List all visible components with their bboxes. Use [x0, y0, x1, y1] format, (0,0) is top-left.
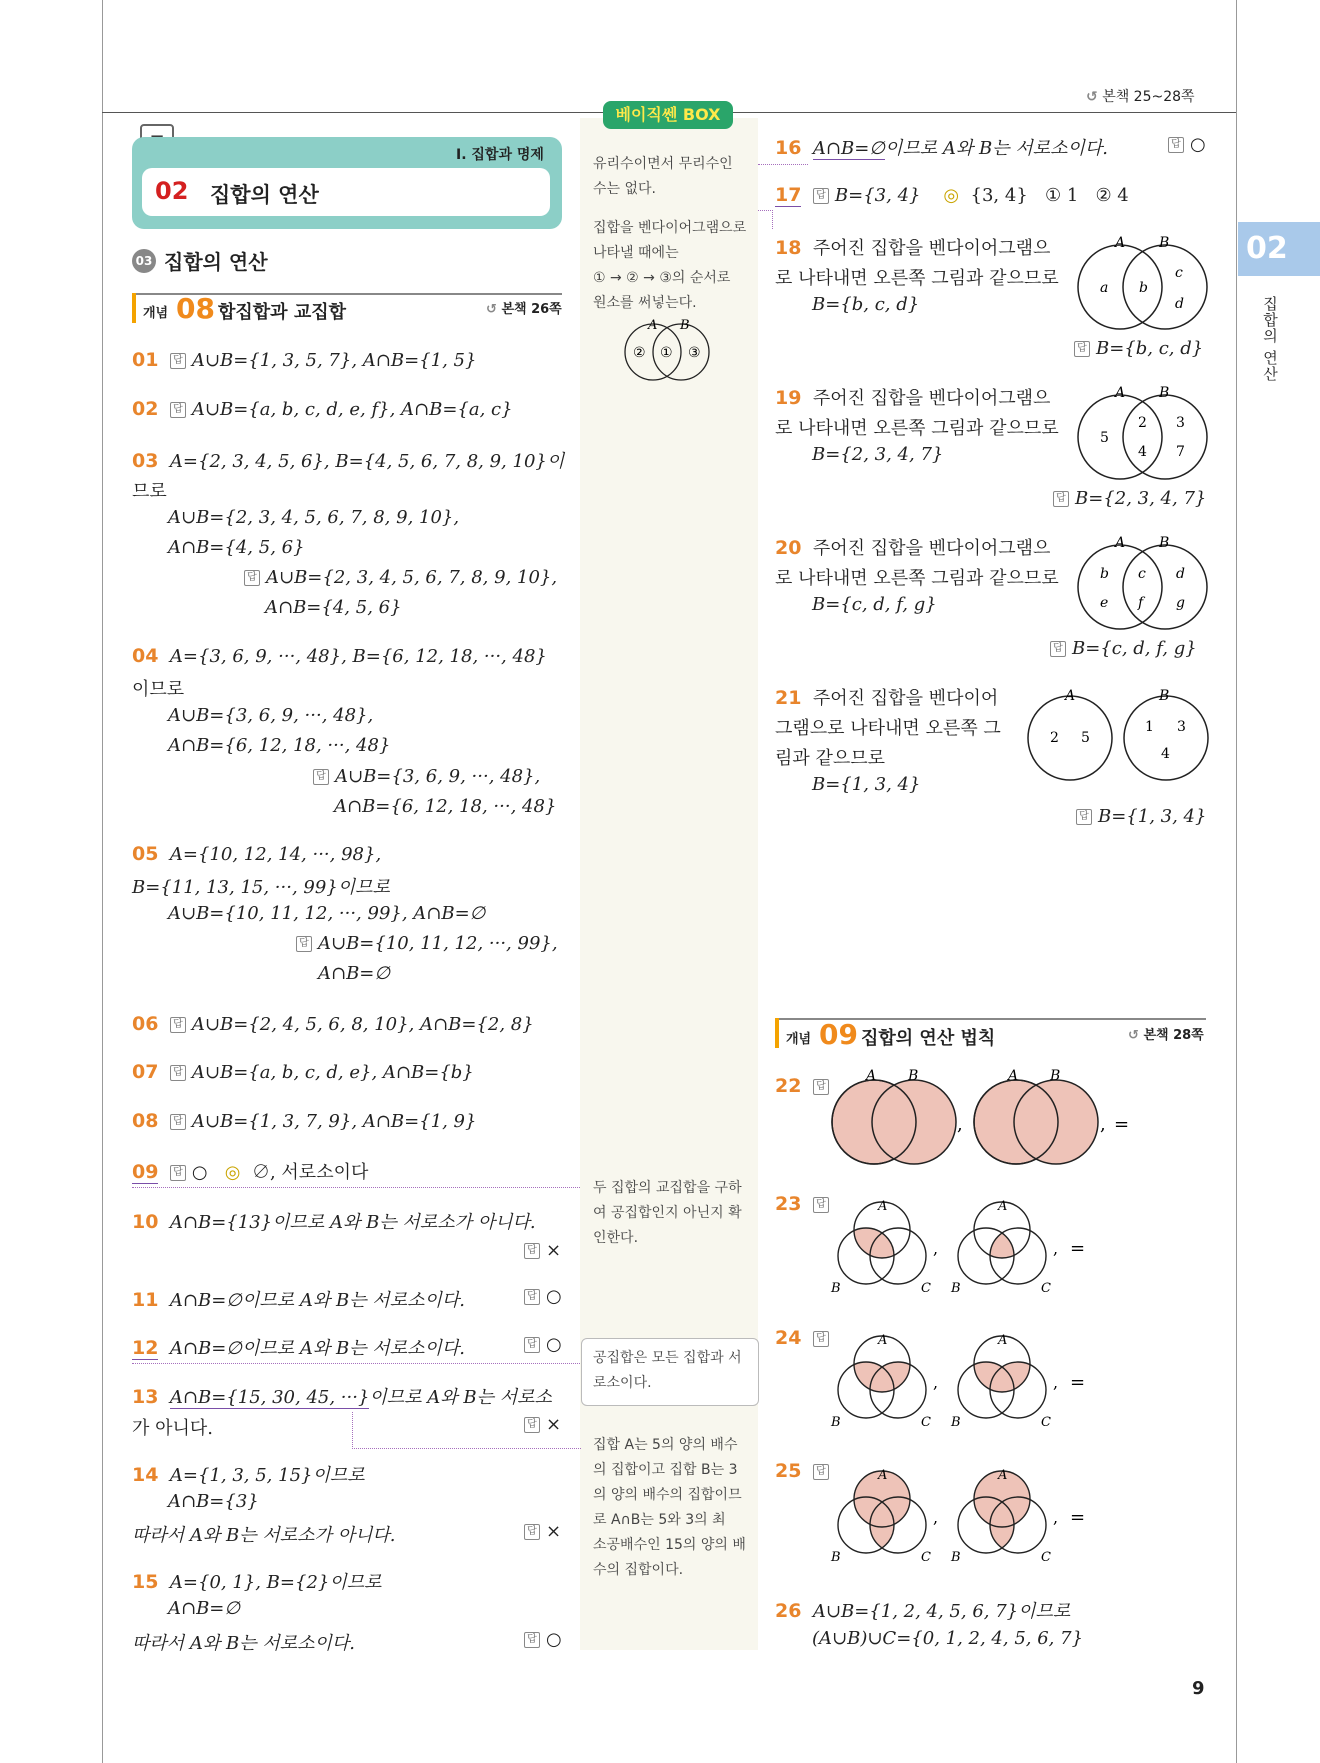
answer-20: 답 B={c, d, f, g}: [1050, 638, 1197, 659]
concept09-ref: ↺ 본책 28쪽: [1128, 1028, 1204, 1043]
svg-text:e: e: [1100, 595, 1109, 611]
svg-text:=: =: [1070, 1238, 1086, 1259]
svg-text:1: 1: [1145, 719, 1154, 735]
answer-15: 답 ○: [524, 1629, 562, 1650]
concept09-tag: 개념: [786, 1032, 812, 1047]
answer-mark: 답: [524, 1632, 540, 1648]
answer-11: 답 ○: [524, 1286, 562, 1307]
svg-text:B: B: [831, 1415, 841, 1430]
answer-16: 답 ○: [1168, 134, 1206, 155]
svg-text:d: d: [1175, 296, 1184, 312]
svg-text:b: b: [1100, 566, 1109, 582]
answer-mark: 답: [1074, 341, 1090, 357]
problem-03: 03 A={2, 3, 4, 5, 6}, B={4, 5, 6, 7, 8, 9, 10}이: [132, 450, 565, 472]
answer-21: 답 B={1, 3, 4}: [1076, 806, 1206, 827]
note-5: 집합 A는 5의 양의 배수 의 집합이고 집합 B는 3 의 양의 배수의 집합이므 로 A∩B는 5와 3의 최 소공배수인 15의 양의 배 수의 집합이다.: [593, 1437, 746, 1578]
svg-text:,: ,: [933, 1508, 939, 1527]
unit-label: Ⅰ. 집합과 명제: [456, 147, 544, 163]
venn-20: [1075, 532, 1209, 632]
book-ref-icon: ↺: [1086, 89, 1098, 105]
connector-17: [758, 210, 773, 229]
problem-22: 22 답: [775, 1075, 835, 1097]
svg-text:3: 3: [1177, 719, 1186, 735]
page-number: 9: [1192, 1678, 1205, 1699]
problem-18: 18 주어진 집합을 벤다이어그램으: [775, 237, 1051, 259]
sidebar-title: 베이직쎈 BOX: [603, 101, 733, 129]
svg-text:B: B: [1159, 235, 1170, 251]
concept08-tag: 개념: [143, 306, 169, 321]
svg-text:,: ,: [933, 1373, 939, 1392]
svg-text:4: 4: [1161, 746, 1170, 762]
venn-25: [826, 1465, 1096, 1565]
problem-04: 04 A={3, 6, 9, ···, 48}, B={6, 12, 18, ···, 48}: [132, 645, 547, 667]
svg-text:B: B: [1159, 688, 1170, 704]
book-ref: ↺ 본책 25~28쪽: [1086, 89, 1195, 105]
svg-text:4: 4: [1138, 444, 1147, 460]
venn-18: [1075, 232, 1209, 332]
svg-text:3: 3: [1176, 415, 1185, 431]
svg-text:c: c: [1175, 265, 1183, 281]
answer-mark: 답: [1050, 641, 1066, 657]
problem-23: 23 답: [775, 1193, 835, 1215]
svg-text:=: =: [1114, 1114, 1130, 1135]
note-1: 유리수이면서 무리수인 수는 없다.: [593, 156, 733, 197]
answer-03a: 답 A∪B={2, 3, 4, 5, 6, 7, 8, 9, 10},: [244, 567, 557, 588]
venn-22: [826, 1068, 1146, 1170]
problem-19: 19 주어진 집합을 벤다이어그램으: [775, 387, 1051, 409]
answer-mark: 답: [170, 1165, 186, 1181]
problem-17: 17 답 B={3, 4} ◎ {3, 4} ① 1 ② 4: [775, 184, 1129, 206]
problem-10: 10 A∩B={13}이므로 A와 B는 서로소가 아니다.: [132, 1211, 536, 1233]
answer-mark: 답: [296, 936, 312, 952]
svg-text:B: B: [1159, 535, 1170, 551]
concept08-title: 합집합과 교집합: [218, 302, 346, 323]
svg-text:C: C: [921, 1281, 931, 1296]
connector-16: [758, 164, 808, 165]
answer-mark: 답: [524, 1243, 540, 1259]
concept08-number: 08: [176, 292, 215, 325]
answer-12: 답 ○: [524, 1334, 562, 1355]
svg-text:A: A: [878, 1199, 888, 1214]
svg-text:d: d: [1176, 566, 1185, 582]
svg-text:b: b: [1139, 280, 1148, 296]
side-tab: 02: [1238, 222, 1320, 276]
problem-07: 07 답 A∪B={a, b, c, d, e}, A∩B={b}: [132, 1061, 474, 1083]
problem-14: 14 A={1, 3, 5, 15}이므로: [132, 1464, 365, 1486]
concept09-title: 집합의 연산 법칙: [861, 1028, 996, 1049]
svg-text:C: C: [921, 1550, 931, 1565]
answer-mark: 답: [170, 1065, 186, 1081]
answer-13: 답 ×: [524, 1414, 561, 1435]
answer-mark: 답: [524, 1524, 540, 1540]
answer-mark: 답: [813, 1464, 829, 1480]
problem-25: 25 답: [775, 1460, 835, 1482]
section-title: 집합의 연산: [164, 250, 268, 274]
svg-text:,: ,: [933, 1239, 939, 1258]
svg-text:A: A: [1115, 535, 1126, 551]
venn-19: [1075, 382, 1209, 482]
svg-text:B: B: [908, 1068, 919, 1084]
svg-text:2: 2: [1138, 415, 1147, 431]
svg-text:A: A: [998, 1199, 1008, 1214]
concept09-bar: [775, 1018, 779, 1048]
answer-mark: 답: [1168, 137, 1184, 153]
problem-13: 13 A∩B={15, 30, 45, ···}이므로 A와 B는 서로소: [132, 1386, 552, 1408]
svg-text:B: B: [831, 1281, 841, 1296]
svg-text:A: A: [1115, 235, 1126, 251]
svg-text:B: B: [831, 1550, 841, 1565]
unit-title: 집합의 연산: [210, 183, 319, 207]
left-margin-line: [102, 0, 103, 1763]
venn-24: [826, 1330, 1096, 1430]
problem-12: 12 A∩B=∅이므로 A와 B는 서로소이다.: [132, 1337, 465, 1359]
answer-18: 답 B={b, c, d}: [1074, 338, 1203, 359]
svg-text:A: A: [1008, 1068, 1019, 1084]
unit-number: 02: [155, 177, 189, 205]
answer-05a: 답 A∪B={10, 11, 12, ···, 99},: [296, 933, 558, 954]
svg-text:,: ,: [1053, 1508, 1059, 1527]
concept08-bar: [132, 293, 136, 323]
answer-mark: 답: [813, 1331, 829, 1347]
answer-10: 답 ×: [524, 1240, 561, 1261]
problem-08: 08 답 A∪B={1, 3, 7, 9}, A∩B={1, 9}: [132, 1110, 477, 1132]
problem-01: 01 답 A∪B={1, 3, 5, 7}, A∩B={1, 5}: [132, 349, 477, 371]
note-2: 집합을 벤다이어그램으로 나타낼 때에는 ① → ② → ③의 순서로 원소를 써넣는다.: [593, 220, 747, 311]
right-margin-line: [1236, 0, 1237, 1763]
section-badge: 03: [132, 249, 156, 273]
answer-19: 답 B={2, 3, 4, 7}: [1053, 488, 1206, 509]
svg-text:c: c: [1138, 566, 1146, 582]
answer-mark: 답: [813, 1197, 829, 1213]
venn-23: [826, 1196, 1096, 1296]
venn-label-b: B: [680, 318, 690, 333]
svg-text:,: ,: [1100, 1114, 1106, 1135]
svg-text:A: A: [866, 1068, 877, 1084]
svg-text:B: B: [951, 1550, 961, 1565]
note-4: 공집합은 모든 집합과 서 로소이다.: [593, 1350, 742, 1391]
svg-text:=: =: [1070, 1507, 1086, 1528]
problem-15: 15 A={0, 1}, B={2}이므로: [132, 1571, 382, 1593]
answer-mark: 답: [813, 1079, 829, 1095]
svg-text:B: B: [951, 1281, 961, 1296]
problem-16: 16 A∩B=∅이므로 A와 B는 서로소이다.: [775, 137, 1108, 159]
svg-text:B: B: [1050, 1068, 1061, 1084]
problem-02: 02 답 A∪B={a, b, c, d, e, f}, A∩B={a, c}: [132, 398, 513, 420]
answer-mark: 답: [524, 1337, 540, 1353]
problem-24: 24 답: [775, 1327, 835, 1349]
concept08-ref: ↺ 본책 26쪽: [486, 302, 562, 317]
svg-text:a: a: [1100, 280, 1109, 296]
answer-mark: 답: [1076, 809, 1092, 825]
problem-05: 05 A={10, 12, 14, ···, 98},: [132, 843, 382, 865]
svg-text:A: A: [878, 1468, 888, 1483]
svg-text:=: =: [1070, 1372, 1086, 1393]
svg-text:A: A: [878, 1333, 888, 1348]
svg-text:,: ,: [1053, 1239, 1059, 1258]
svg-text:g: g: [1176, 595, 1185, 611]
answer-mark: 답: [524, 1417, 540, 1433]
answer-mark: 답: [170, 402, 186, 418]
venn-21: [1025, 686, 1215, 786]
svg-text:B: B: [951, 1415, 961, 1430]
note-3: 두 집합의 교집합을 구하 여 공집합인지 아닌지 확 인한다.: [593, 1180, 742, 1246]
concept09-number: 09: [819, 1018, 858, 1051]
venn-region-2: ②: [633, 345, 646, 361]
venn-region-1: ①: [660, 345, 673, 361]
problem-26: 26 A∪B={1, 2, 4, 5, 6, 7}이므로: [775, 1600, 1071, 1622]
svg-text:5: 5: [1100, 430, 1109, 446]
svg-text:B: B: [1159, 385, 1170, 401]
connector-12: [132, 1363, 580, 1364]
note-venn: [618, 318, 718, 388]
svg-text:A: A: [998, 1333, 1008, 1348]
answer-mark: 답: [244, 570, 260, 586]
svg-text:C: C: [1041, 1281, 1051, 1296]
problem-06: 06 답 A∪B={2, 4, 5, 6, 8, 10}, A∩B={2, 8}: [132, 1013, 534, 1035]
ref-icon: ↺: [486, 302, 497, 317]
svg-text:2: 2: [1050, 730, 1059, 746]
answer-mark: 답: [170, 1017, 186, 1033]
svg-text:7: 7: [1176, 444, 1185, 460]
connector-09: [132, 1187, 580, 1188]
target-icon: ◎: [224, 1162, 241, 1183]
target-icon: ◎: [943, 185, 960, 206]
svg-text:A: A: [1115, 385, 1126, 401]
svg-text:A: A: [1065, 688, 1076, 704]
problem-11: 11 A∩B=∅이므로 A와 B는 서로소이다.: [132, 1289, 465, 1311]
problem-21: 21 주어진 집합을 벤다이어: [775, 687, 999, 709]
answer-14: 답 ×: [524, 1521, 561, 1542]
answer-04a: 답 A∪B={3, 6, 9, ···, 48},: [313, 766, 540, 787]
answer-mark: 답: [170, 1114, 186, 1130]
answer-mark: 답: [813, 188, 829, 204]
answer-mark: 답: [524, 1289, 540, 1305]
answer-mark: 답: [170, 353, 186, 369]
answer-mark: 답: [313, 769, 329, 785]
problem-09: 09 답 ○ ◎ ∅, 서로소이다: [132, 1161, 369, 1183]
ref-icon: ↺: [1128, 1028, 1139, 1043]
answer-mark: 답: [1053, 491, 1069, 507]
svg-text:f: f: [1138, 595, 1144, 611]
unit-inner: [142, 168, 550, 216]
venn-region-3: ③: [688, 345, 701, 361]
svg-text:C: C: [1041, 1415, 1051, 1430]
side-tab-label: 집합의 연산: [1261, 296, 1279, 382]
svg-text:C: C: [1041, 1550, 1051, 1565]
svg-text:C: C: [921, 1415, 931, 1430]
venn-label-a: A: [648, 318, 658, 333]
problem-20: 20 주어진 집합을 벤다이어그램으: [775, 537, 1051, 559]
svg-text:A: A: [998, 1468, 1008, 1483]
svg-text:5: 5: [1081, 730, 1090, 746]
svg-text:,: ,: [1053, 1373, 1059, 1392]
svg-text:,: ,: [957, 1114, 963, 1135]
